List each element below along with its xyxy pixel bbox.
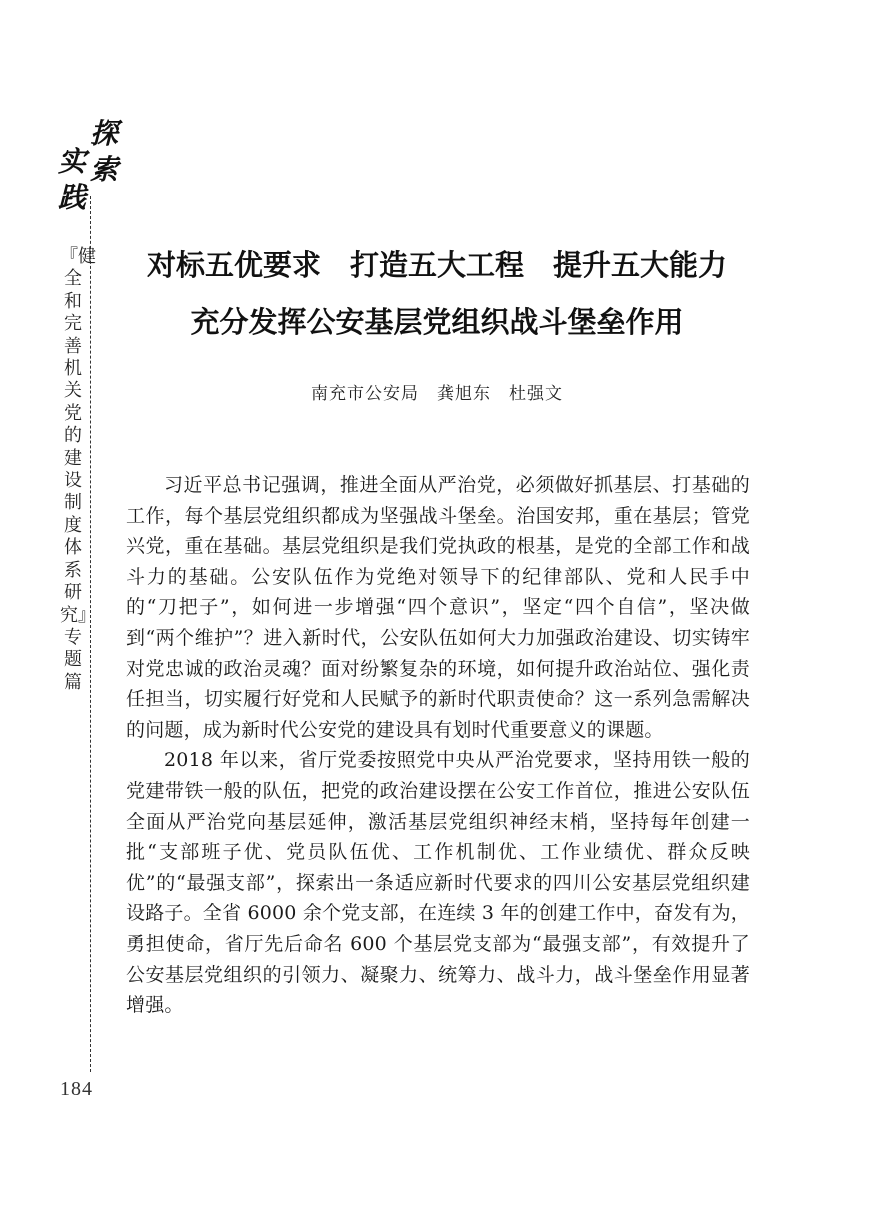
column-brand — [52, 118, 122, 228]
body-paragraph: 习近平总书记强调，推进全面从严治党，必须做好抓基层、打基础的工作，每个基层党组织都成为坚强战斗堡垒。治国安邦，重在基层；管党兴党，重在基础。基层党组织是我们党执政的根基，是党的全部工作和战斗力的基础。公安队伍作为党绝对领导下的纪律部队、党和人民手中的“刀把子”，如何进一步增强“四个意识”，坚定“四个自信”，坚决做到“两个维护”？进入新时代，公安队伍如何大力加强政治建设、切实铸牢对党忠诚的政治灵魂？面对纷繁复杂的环境，如何提升政治站位、强化责任担当，切实履行好党和人民赋予的新时代职责使命？这一系列急需解决的问题，成为新时代公安党的建设具有划时代重要意义的课题。 — [126, 474, 750, 741]
body-paragraph: 2018 年以来，省厅党委按照党中央从严治党要求，坚持用铁一般的党建带铁一般的队伍，把党的政治建设摆在公安工作首位，推进公安队伍全面从严治党向基层延伸，激活基层党组织神经末梢，坚持每年创建一批“支部班子优、党员队伍优、工作机制优、工作业绩优、群众反映优”的“最强支部”，探索出一条适应新时代要求的四川公安基层党组织建设路子。全省 6000 余个党支部，在连续 3 年的创建工作中，奋发有为，勇担使命，省厅先后命名 600 个基层党支部为“最强支部”，有效提升了公安基层党组织的引领力、凝聚力、统筹力、战斗力，战斗堡垒作用显著增强。 — [126, 749, 751, 1017]
column-brand-char: 探 — [90, 117, 119, 150]
author-byline: 南充市公安局 龚旭东 杜强文 — [311, 384, 563, 404]
column-brand-char: 实 — [58, 145, 87, 178]
column-brand-char: 索 — [90, 153, 119, 186]
article-body — [126, 470, 750, 1021]
column-brand-char: 践 — [58, 181, 87, 214]
article-title-line-1: 对标五优要求 打造五大工程 提升五大能力 — [146, 248, 727, 282]
page-number: 184 — [60, 1078, 93, 1100]
section-side-label: 『健全和完善机关党的建设制度体系研究』专题篇 — [60, 246, 96, 693]
article-title-line-2: 充分发挥公安基层党组织战斗堡垒作用 — [190, 305, 684, 339]
